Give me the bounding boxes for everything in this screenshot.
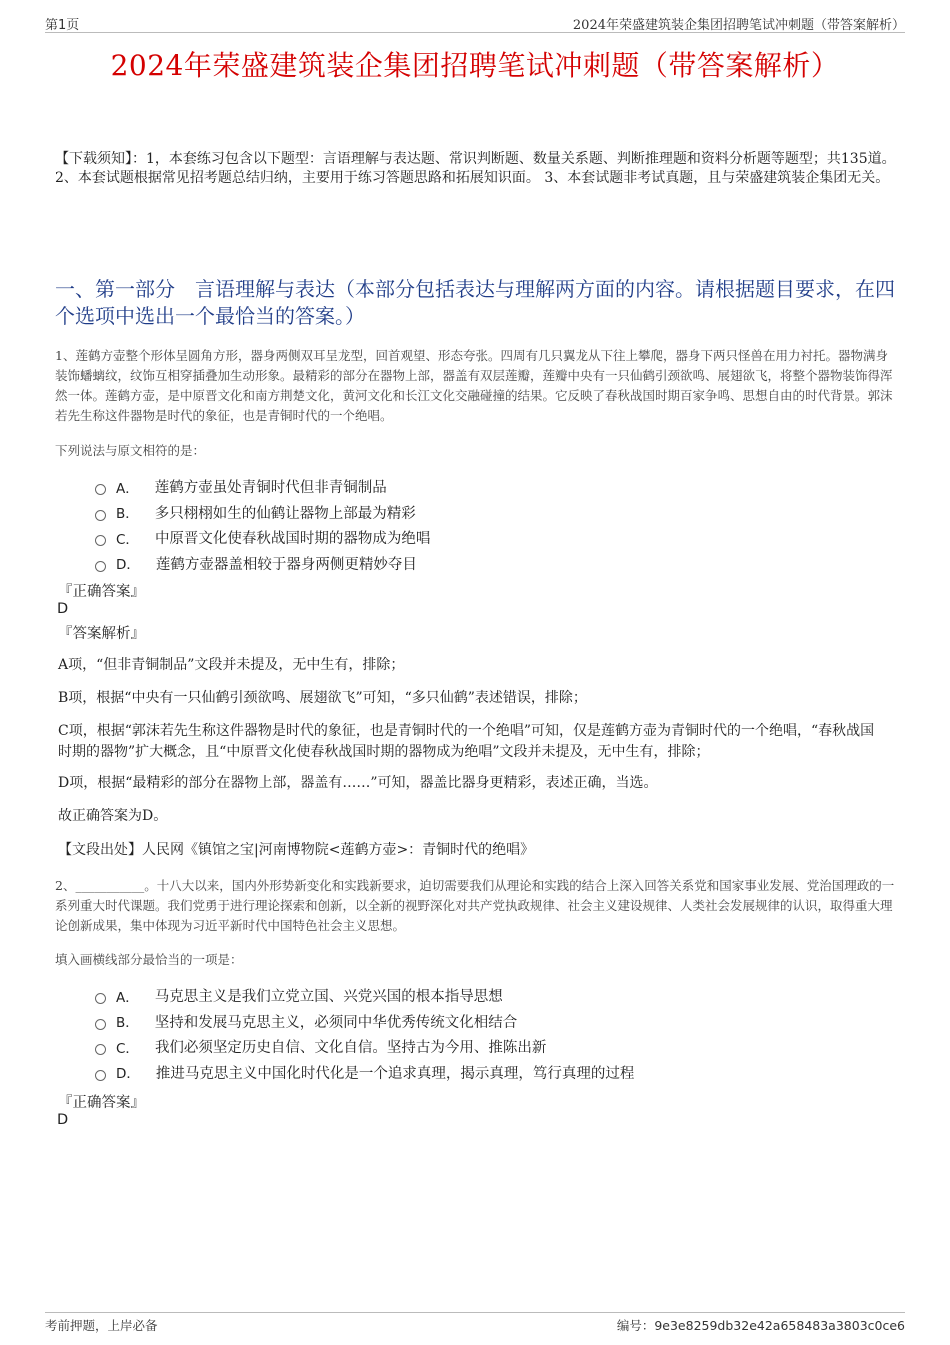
- option-text: 莲鹤方壶器盖相较于器身两侧更精妙夺目: [155, 556, 417, 573]
- analysis-c: C项，根据“郭沫若先生称这件器物是时代的象征，也是青铜时代的一个绝唱”可知，仅是莲鹤方壶为青铜时代的一个绝唱，“春秋战国时期的器物”扩大概念，且“中原晋文化使春秋战国时期的器物成为绝唱”文段并未提及，无中生有，排除；: [58, 723, 875, 760]
- page-footer: [45, 1312, 905, 1333]
- option-c[interactable]: C． 中原晋文化使春秋战国时期的器物成为绝唱: [95, 525, 430, 551]
- option-text: 我们必须坚定历史自信、文化自信。坚持古为今用、推陈出新: [154, 1040, 547, 1057]
- footer-serial: 编号：9e3e8259db32e42a658483a3803c0ce6: [616, 1318, 905, 1333]
- download-notice: 【下载须知】：1，本套练习包含以下题型：言语理解与表达题、常识判断题、数量关系题、判断推理题和资料分析题等题型；共135道。 2、本套试题根据常见招考题总结归纳，主要用于练习答题思路和拓展知识面。 3、本套试题非考试真题，且与荣盛建筑装企集团无关。: [55, 151, 896, 186]
- option-text: 坚持和发展马克思主义，必须同中华优秀传统文化相结合: [154, 1014, 518, 1031]
- option-a[interactable]: A． 马克思主义是我们立党立国、兴党兴国的根本指导思想: [95, 983, 634, 1009]
- option-b[interactable]: B． 多只栩栩如生的仙鹤让器物上部最为精彩: [95, 500, 430, 526]
- question-2-prompt: 填入画横线部分最恰当的一项是：: [55, 952, 243, 967]
- analysis-b: B项，根据“中央有一只仙鹤引颈欲鸣、展翅欲飞”可知，“多只仙鹤”表述错误，排除；: [58, 690, 587, 706]
- radio-icon[interactable]: [95, 510, 106, 521]
- radio-icon[interactable]: [95, 1044, 106, 1055]
- option-text: 中原晋文化使春秋战国时期的器物成为绝唱: [154, 531, 431, 548]
- option-text: 莲鹤方壶虽处青铜时代但非青铜制品: [154, 480, 387, 497]
- question-1-prompt: 下列说法与原文相符的是：: [55, 443, 206, 458]
- question-1-text: 1、莲鹤方壶整个形体呈圆角方形，器身两侧双耳呈龙型，回首观望、形态夸张。四周有几只翼龙从下往上攀爬，器身下两只怪兽在用力衬托。器物满身装饰蟠螭纹，纹饰互相穿插叠加生动形象。最精彩的部分在器物上部，器盖有双层莲瓣，莲瓣中央有一只仙鹤引颈欲鸣、展翅欲飞，将整个器物装饰得浑然一体。莲鹤方壶，是中原晋文化和南方荆楚文化，黄河文化和长江文化交融碰撞的结果。它反映了春秋战国时期百家争鸣、思想自由的时代背景。郭沫若先生称这件器物是时代的象征，也是青铜时代的一个绝唱。: [55, 348, 893, 423]
- analysis-source: 【文段出处】人民网《镇馆之宝|河南博物院<莲鹤方壶>：青铜时代的绝唱》: [58, 842, 535, 858]
- section-heading: 一、第一部分 言语理解与表达（本部分包括表达与理解两方面的内容。请根据题目要求，在四个选项中选出一个最恰当的答案。）: [55, 277, 895, 328]
- option-d[interactable]: D． 莲鹤方壶器盖相较于器身两侧更精妙夺目: [95, 551, 430, 577]
- option-b[interactable]: B． 坚持和发展马克思主义，必须同中华优秀传统文化相结合: [95, 1009, 634, 1035]
- radio-icon[interactable]: [95, 1070, 106, 1081]
- page-number: 第1页: [45, 18, 80, 33]
- option-d[interactable]: D． 推进马克思主义中国化时代化是一个追求真理，揭示真理，笃行真理的过程: [95, 1060, 634, 1086]
- answer-value: D: [57, 601, 69, 617]
- option-text: 推进马克思主义中国化时代化是一个追求真理，揭示真理，笃行真理的过程: [155, 1065, 635, 1082]
- radio-icon[interactable]: [95, 993, 106, 1004]
- option-c[interactable]: C． 我们必须坚定历史自信、文化自信。坚持古为今用、推陈出新: [95, 1034, 634, 1060]
- page-header: [45, 12, 905, 33]
- analysis-label: 『答案解析』: [58, 626, 145, 642]
- analysis-d: D项，根据“最精彩的部分在器物上部，器盖有……”可知，器盖比器身更精彩，表述正确，当选。: [58, 775, 658, 791]
- option-text: 多只栩栩如生的仙鹤让器物上部最为精彩: [154, 505, 416, 522]
- analysis-conclusion: 故正确答案为D。: [58, 808, 168, 824]
- question-2-text: 2、___________。十八大以来，国内外形势新变化和实践新要求，迫切需要我们从理论和实践的结合上深入回答关系党和国家事业发展、党治国理政的一系列重大时代课题。我们党勇于进行理论探索和创新，以全新的视野深化对共产党执政规律、社会主义建设规律、人类社会发展规律的认识，取得重大理论创新成果，集中体现为习近平新时代中国特色社会主义思想。: [55, 878, 895, 933]
- option-text: 马克思主义是我们立党立国、兴党兴国的根本指导思想: [154, 989, 503, 1006]
- header-doc-title: 2024年荣盛建筑装企集团招聘笔试冲刺题（带答案解析）: [572, 18, 905, 33]
- option-a[interactable]: A． 莲鹤方壶虽处青铜时代但非青铜制品: [95, 474, 430, 500]
- radio-icon[interactable]: [95, 535, 106, 546]
- answer-value: D: [57, 1112, 69, 1128]
- answer-label: 『正确答案』: [58, 1095, 145, 1111]
- question-1-options: [95, 474, 430, 576]
- analysis-a: A项，“但非青铜制品”文段并未提及，无中生有，排除；: [58, 657, 405, 673]
- answer-label: 『正确答案』: [58, 584, 145, 600]
- radio-icon[interactable]: [95, 1019, 106, 1030]
- radio-icon[interactable]: [95, 484, 106, 495]
- radio-icon[interactable]: [95, 561, 106, 572]
- question-2-options: [95, 983, 634, 1085]
- page-title: 2024年荣盛建筑装企集团招聘笔试冲刺题（带答案解析）: [110, 49, 840, 82]
- footer-slogan: 考前押题，上岸必备: [45, 1318, 158, 1333]
